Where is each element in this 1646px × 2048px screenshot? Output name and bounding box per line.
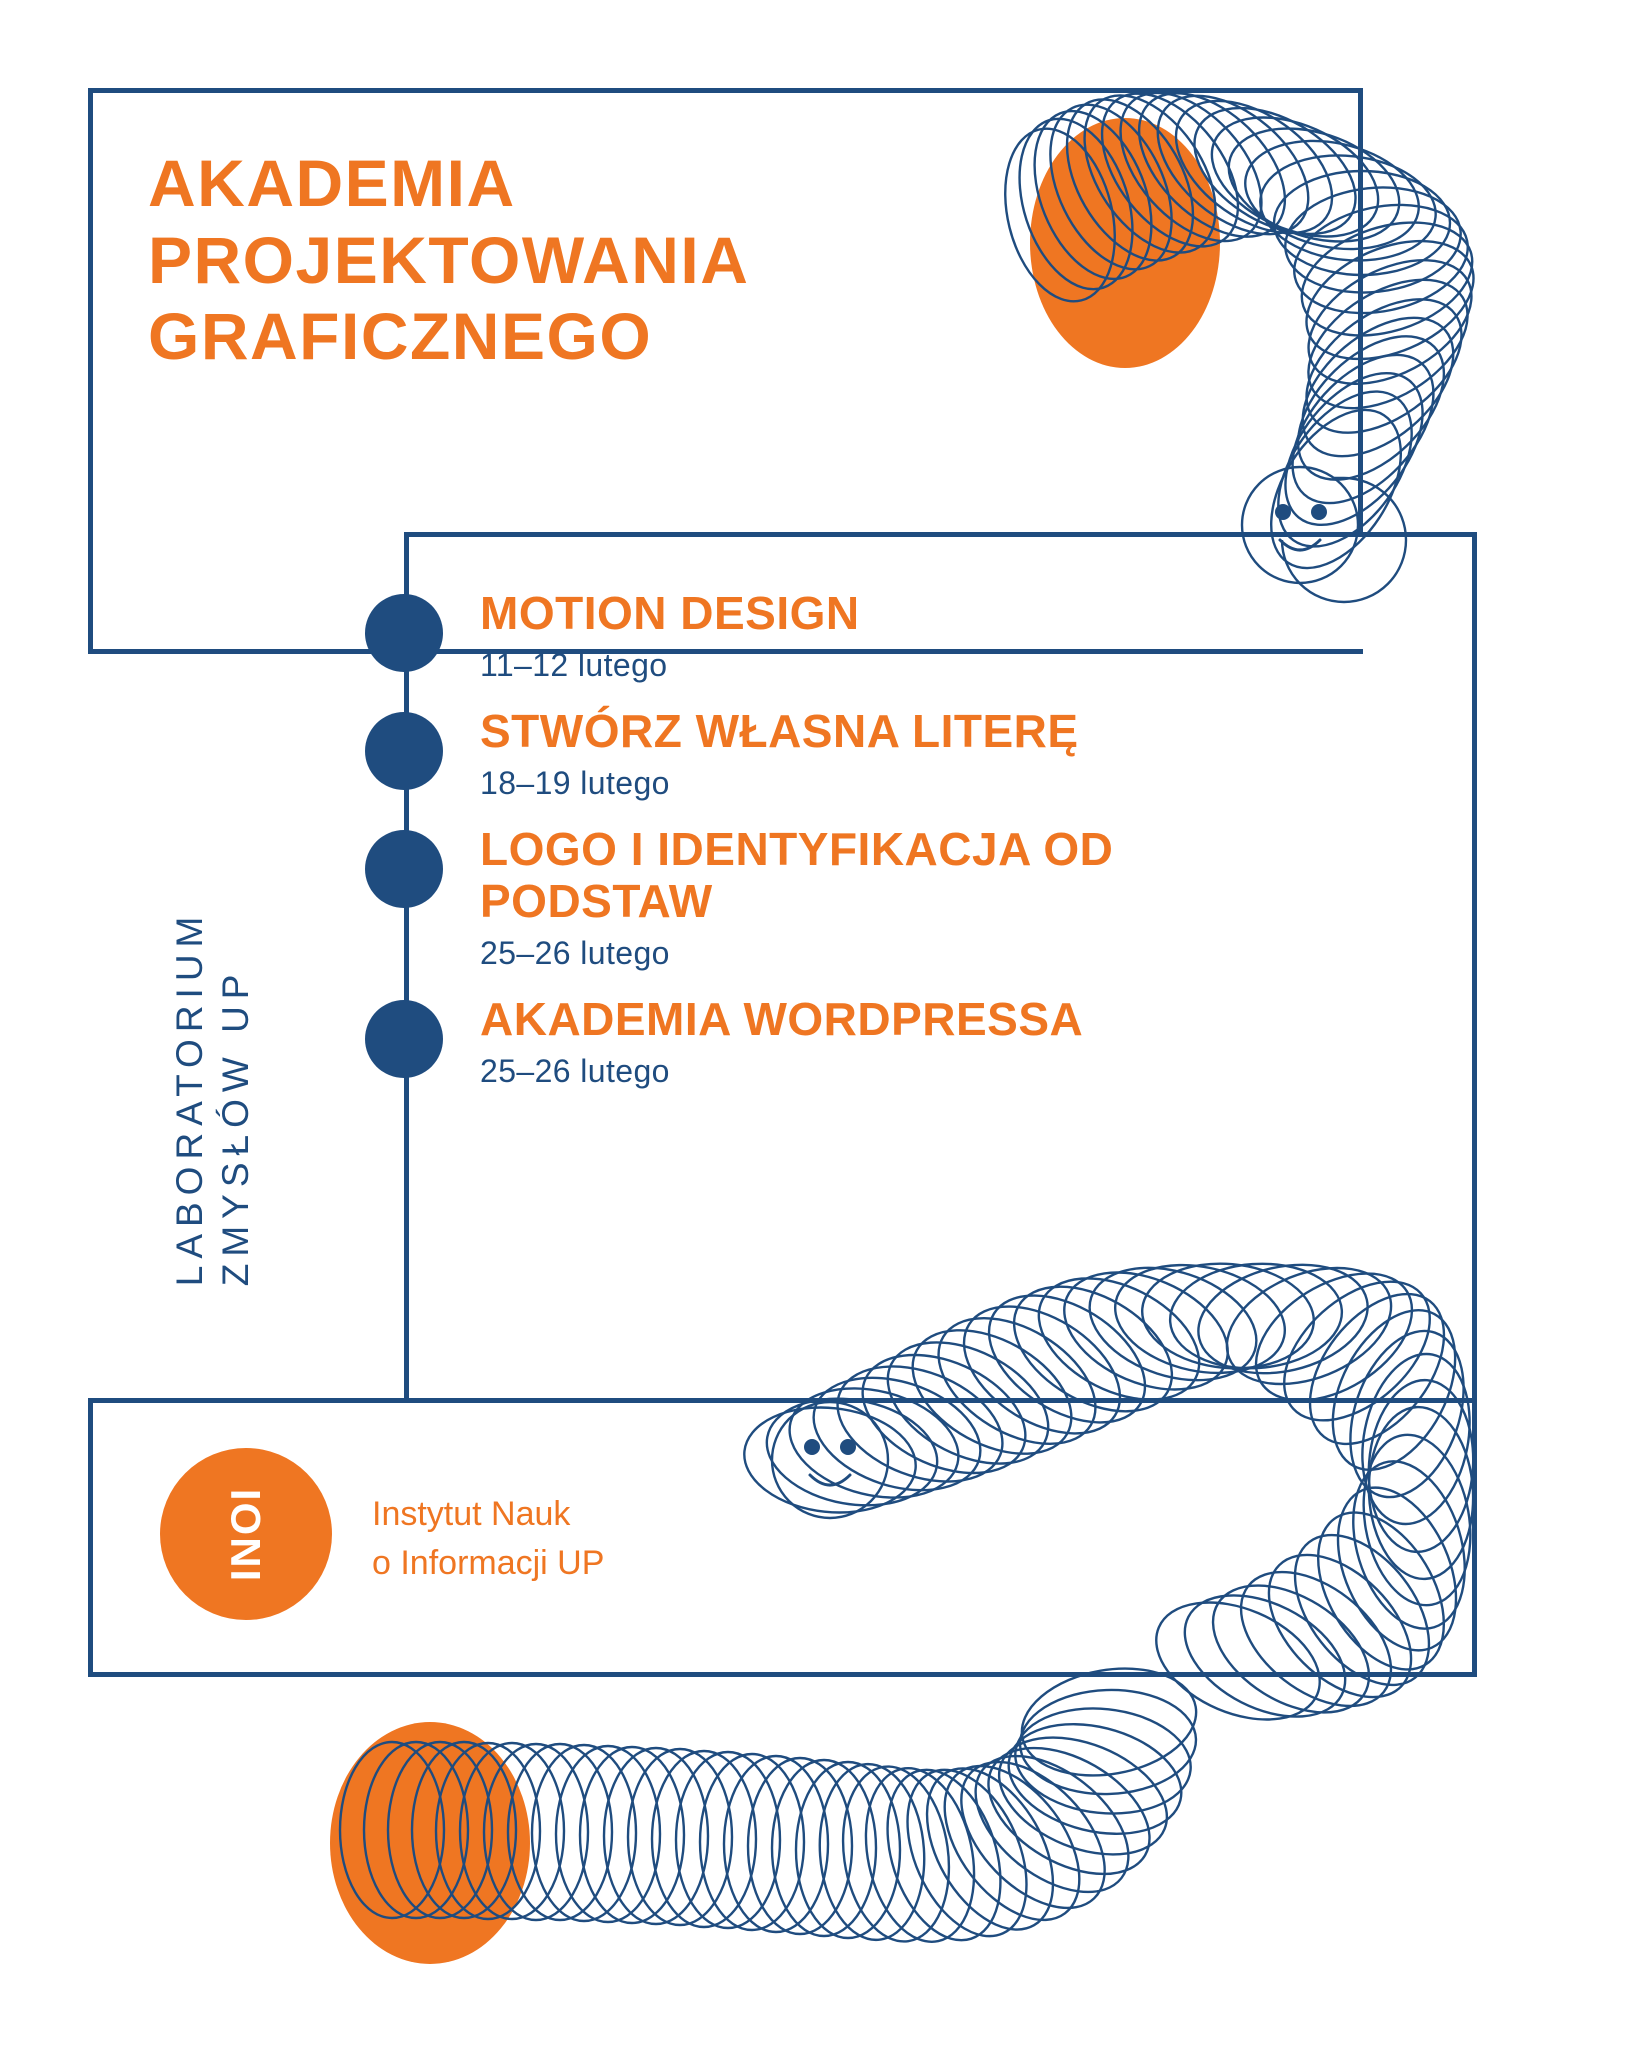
bullet-dot-icon [365, 1000, 443, 1078]
bullet-dot-icon [365, 830, 443, 908]
course-date: 11–12 lutego [480, 646, 668, 683]
poster-title [148, 145, 1048, 375]
institute-name [372, 1490, 604, 1589]
frame-line-left-upper [88, 88, 93, 654]
institute-name-line-1: Instytut Nauk [372, 1495, 571, 1533]
vertical-lab-label-line-2: ZMYSŁÓW UP [215, 967, 256, 1287]
course-title: LOGO I IDENTYFIKACJA OD PODSTAW [480, 822, 1114, 927]
worm-top-right-graphic [1000, 100, 1620, 720]
course-date: 18–19 lutego [480, 764, 670, 801]
course-date: 25–26 lutego [480, 1052, 670, 1089]
vertical-lab-label [167, 646, 260, 1286]
poster-title-line-1: AKADEMIA [148, 146, 516, 220]
course-title: AKADEMIA WORDPRESSA [480, 992, 1084, 1045]
institute-logo-label: INOI [222, 1486, 269, 1582]
worm-bottom-graphic [330, 1700, 1460, 2048]
bullet-dot-icon [365, 594, 443, 672]
frame-line-top [88, 88, 1363, 93]
bullet-dot-icon [365, 712, 443, 790]
poster-title-line-2: PROJEKTOWANIA [148, 222, 750, 297]
list-item [350, 994, 1430, 1090]
course-title: STWÓRZ WŁASNA LITERĘ [480, 704, 1079, 757]
frame-line-footer-left [88, 1398, 93, 1677]
list-item [350, 706, 1430, 802]
vertical-lab-label-line-1: LABORATORIUM [168, 909, 210, 1287]
list-item [350, 824, 1430, 972]
institute-name-line-2: o Informacji UP [372, 1544, 605, 1583]
poster-title-line-3: GRAFICZNEGO [148, 299, 653, 374]
course-date: 25–26 lutego [480, 934, 670, 971]
course-title: MOTION DESIGN [480, 587, 860, 639]
